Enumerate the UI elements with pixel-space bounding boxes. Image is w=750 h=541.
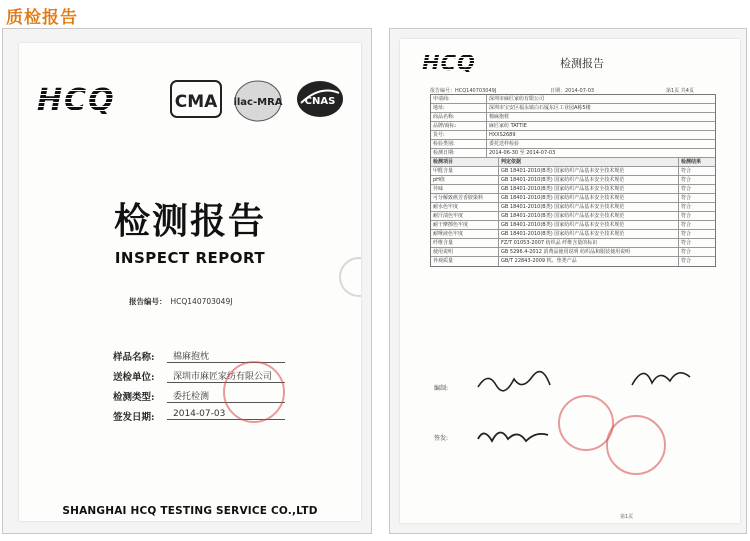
inner-report-number: 报告编号：HCQ140703049J	[430, 88, 497, 94]
result-row: 可分解致癌芳香胺染料 GB 18401-2010(B类) 国家纺织产品基本安全技术规范 符合	[431, 194, 715, 203]
inner-page-footer: 第1页	[620, 514, 634, 520]
svg-text:ilac-MRA: ilac-MRA	[233, 97, 283, 108]
result-row: 外观质量 GB/T 22843-2009 枕、垫类产品 符合	[433, 258, 692, 264]
inner-date: 日期：2014-07-03	[550, 88, 595, 94]
field-value: 2014-07-03	[167, 409, 285, 420]
report-number-value: HCQ140703049J	[170, 297, 233, 306]
inner-page	[400, 39, 740, 523]
table-row: 商品名称: 棉麻抱枕	[431, 113, 715, 122]
report-number-label: 报告编号：	[129, 297, 167, 306]
field-label: 样品名称:	[113, 352, 155, 363]
field-value: 委托检测	[167, 389, 285, 403]
cover-frame	[2, 28, 372, 534]
issuer-label: 签发:	[434, 435, 449, 442]
page-heading: 质检报告	[6, 8, 78, 28]
cnas-logo	[295, 79, 345, 119]
result-row: 纤维含量 FZ/T 01053-2007 纺织品 纤维含量的标识 符合	[431, 239, 715, 248]
field-label: 检测类型:	[113, 392, 155, 403]
svg-text:CMA: CMA	[174, 92, 218, 112]
result-row: 耐唾液色牢度 GB 18401-2010(B类) 国家纺织产品基本安全技术规范 符合	[431, 230, 715, 239]
result-row: 使用说明 GB 5296.4-2012 消费品使用说明 纺织品和服装使用说明 符合	[431, 248, 715, 257]
approver-signature	[626, 361, 696, 395]
field-value: 深圳市麻匠家纺有限公司	[167, 369, 285, 383]
compiler-signature	[474, 367, 554, 397]
cover-title-en: INSPECT REPORT	[114, 249, 266, 267]
result-row: 异味 GB 18401-2010(B类) 国家纺织产品基本安全技术规范 符合	[431, 185, 715, 194]
cover-page	[19, 43, 361, 521]
cover-logo-row	[37, 79, 347, 123]
svg-text:CNAS: CNAS	[304, 96, 336, 107]
table-row: 地址: 深圳市宝安区福永镇白石厦东区工业园A栋5楼	[431, 104, 715, 113]
result-row: 耐水色牢度 GB 18401-2010(B类) 国家纺织产品基本安全技术规范 符合	[431, 203, 715, 212]
inner-hcq-logo: HCQ	[422, 51, 476, 75]
table-row: 检验类别: 委托送样检验	[431, 140, 715, 149]
table-row: 货号: HXXS2689	[431, 131, 715, 140]
result-row: 耐干摩擦色牢度 GB 18401-2010(B类) 国家纺织产品基本安全技术规范 符合	[431, 221, 715, 230]
inner-title: 检测报告	[560, 57, 604, 70]
field-label: 签发日期:	[113, 412, 155, 423]
cover-title-cn: 检测报告	[113, 201, 266, 242]
inner-page-count: 第1页 共4页	[666, 88, 694, 94]
inner-info-table	[430, 94, 716, 267]
inner-frame	[389, 28, 747, 534]
ilac-mra-logo	[233, 79, 283, 123]
field-value: 棉麻抱枕	[167, 349, 285, 363]
table-row: 申请商: 深圳市麻匠家纺有限公司	[431, 95, 715, 104]
issuer-signature	[474, 421, 554, 451]
cover-company-name: SHANGHAI HCQ TESTING SERVICE CO.,LTD	[62, 505, 318, 517]
compiler-label: 编制:	[434, 385, 449, 392]
result-row: 耐汗渍色牢度 GB 18401-2010(B类) 国家纺织产品基本安全技术规范 符合	[431, 212, 715, 221]
cover-red-seal	[223, 361, 285, 423]
result-row: pH值 GB 18401-2010(B类) 国家纺织产品基本安全技术规范 符合	[431, 176, 715, 185]
table-row: 品牌/商标: 麻匠家纺 TATTIE	[431, 122, 715, 131]
table-row: 检测日期: 2014-06-30 至 2014-07-03	[431, 149, 715, 158]
result-row: 甲醛含量 GB 18401-2010(B类) 国家纺织产品基本安全技术规范 符合	[431, 167, 715, 176]
cma-logo	[169, 79, 223, 119]
field-label: 送检单位:	[113, 372, 155, 383]
hcq-logo: HCQ	[37, 83, 116, 118]
results-header-row: 检测项目 判定依据 检测结果	[431, 158, 715, 167]
cover-report-number	[129, 296, 232, 307]
inner-red-seal-right	[606, 415, 666, 475]
